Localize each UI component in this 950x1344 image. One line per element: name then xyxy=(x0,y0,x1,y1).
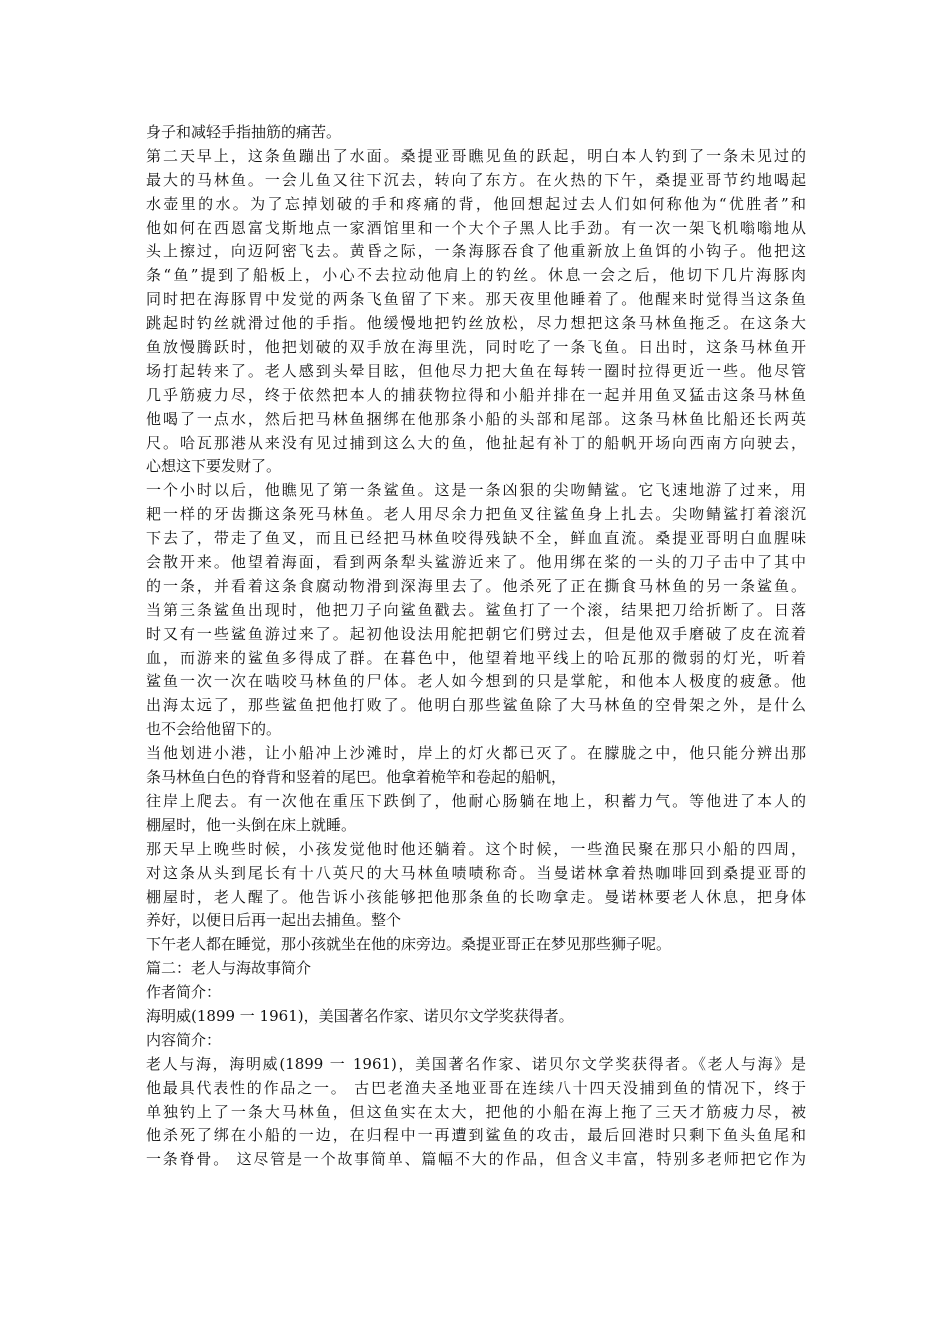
text-line: 出海太远了，那些鲨鱼把他打败了。他明白那些鲨鱼除了大马林鱼的空骨架之外，是什么 xyxy=(146,696,806,715)
text-line: 老人与海，海明威(1899 一 1961)，美国著名作家、诺贝尔文学奖获得者。《老人与海》是 xyxy=(146,1054,806,1073)
text-line: 对这条从头到尾长有十八英尺的大马林鱼啧啧称奇。当曼诺林拿着热咖啡回到桑提亚哥的 xyxy=(146,863,806,882)
text-line: 水壶里的水。为了忘掉划破的手和疼痛的背，他回想起过去人们如何称他为“优胜者”和 xyxy=(146,194,806,213)
text-line: 身子和减轻手指抽筋的痛苦。 xyxy=(146,123,342,141)
document-page xyxy=(146,121,806,1172)
text-line: 海明威(1899 一 1961)，美国著名作家、诺贝尔文学奖获得者。 xyxy=(146,1006,574,1025)
text-line: 鲨鱼一次一次在啮咬马林鱼的尸体。老人如今想到的只是掌舵，和他本人极度的疲惫。他 xyxy=(146,672,806,691)
text-line: 会散开来。他望着海面，看到两条犁头鲨游近来了。他用绑在桨的一头的刀子击中了其中 xyxy=(146,553,806,572)
text-line: 那天早上晚些时候，小孩发觉他时他还躺着。这个时候，一些渔民聚在那只小船的四周， xyxy=(146,839,806,858)
text-line: 一条脊骨。 这尽管是一个故事简单、篇幅不大的作品，但含义丰富，特别多老师把它作为 xyxy=(146,1150,806,1169)
text-line: 下去了，带走了鱼叉，而且已经把马林鱼咬得残缺不全，鲜血直流。桑提亚哥明白血腥味 xyxy=(146,529,806,548)
text-line: 时又有一些鲨鱼游过来了。起初他设法用舵把朝它们劈过去，但是他双手磨破了皮在流着 xyxy=(146,624,806,643)
text-line: 鱼放慢腾跃时，他把划破的双手放在海里洗，同时吃了一条飞鱼。日出时，这条马林鱼开 xyxy=(146,338,806,357)
text-line: 尺。哈瓦那港从来没有见过捕到这么大的鱼，他扯起有补丁的船帆开场向西南方向驶去， xyxy=(146,433,806,452)
text-line: 单独钓上了一条大马林鱼，但这鱼实在太大，把他的小船在海上拖了三天才筋疲力尽，被 xyxy=(146,1102,806,1121)
text-line: 也不会给他留下的。 xyxy=(146,720,282,739)
text-line: 他最具代表性的作品之一。 古巴老渔夫圣地亚哥在连续八十四天没捕到鱼的情况下，终于 xyxy=(146,1078,806,1097)
text-line: 当第三条鲨鱼出现时，他把刀子向鲨鱼戳去。鲨鱼打了一个滚，结果把刀给折断了。日落 xyxy=(146,600,806,619)
text-line: 条“鱼”提到了船板上，小心不去拉动他肩上的钓丝。休息一会之后，他切下几片海豚肉 xyxy=(146,266,806,285)
text-line: 同时把在海豚胃中发觉的两条飞鱼留了下来。那天夜里他睡着了。他醒来时觉得当这条鱼 xyxy=(146,290,806,309)
text-line: 篇二：老人与海故事简介 xyxy=(146,959,312,978)
text-line: 他喝了一点水，然后把马林鱼捆绑在他那条小船的头部和尾部。这条马林鱼比船还长两英 xyxy=(146,409,806,428)
text-line: 几乎筋疲力尽，终于依然把本人的捕获物拉得和小船并排在一起并用鱼叉猛击这条马林鱼 xyxy=(146,385,806,404)
text-line: 棚屋时，老人醒了。他告诉小孩能够把他那条鱼的长吻拿走。曼诺林要老人休息，把身体 xyxy=(146,887,806,906)
text-line: 第二天早上，这条鱼蹦出了水面。桑提亚哥瞧见鱼的跃起，明白本人钓到了一条未见过的 xyxy=(146,146,806,165)
text-line: 往岸上爬去。有一次他在重压下跌倒了，他耐心肠躺在地上，积蓄力气。等他进了本人的 xyxy=(146,791,806,810)
text-line: 他杀死了绑在小船的一边，在归程中一再遭到鲨鱼的攻击，最后回港时只剩下鱼头鱼尾和 xyxy=(146,1126,806,1145)
text-line: 心想这下要发财了。 xyxy=(146,457,282,476)
text-line: 当他划进小港，让小船冲上沙滩时，岸上的灯火都已灭了。在朦胧之中，他只能分辨出那 xyxy=(146,744,806,763)
text-line: 棚屋时，他一头倒在床上就睡。 xyxy=(146,815,357,834)
text-line: 的一条，并看着这条食腐动物滑到深海里去了。他杀死了正在撕食马林鱼的另一条鲨鱼。 xyxy=(146,576,806,595)
text-line: 养好，以便日后再一起出去捕鱼。整个 xyxy=(146,911,402,930)
text-line: 下午老人都在睡觉，那小孩就坐在他的床旁边。桑提亚哥正在梦见那些狮子呢。 xyxy=(146,935,672,954)
text-line: 场打起转来了。老人感到头晕目眩，但他尽力把大鱼在每转一圈时拉得更近一些。他尽管 xyxy=(146,361,806,380)
text-line: 他如何在西恩富戈斯地点一家酒馆里和一个大个子黑人比手劲。有一次一架飞机嗡嗡地从 xyxy=(146,218,806,237)
text-line: 条马林鱼白色的脊背和竖着的尾巴。他拿着桅竿和卷起的船帆， xyxy=(146,768,567,787)
text-line: 耙一样的牙齿撕这条死马林鱼。老人用尽余力把鱼叉往鲨鱼身上扎去。尖吻鲭鲨打着滚沉 xyxy=(146,505,806,524)
text-line: 血，而游来的鲨鱼多得成了群。在暮色中，他望着地平线上的哈瓦那的微弱的灯光，听着 xyxy=(146,648,806,667)
text-line: 最大的马林鱼。一会儿鱼又往下沉去，转向了东方。在火热的下午，桑提亚哥节约地喝起 xyxy=(146,170,806,189)
text-line: 作者简介： xyxy=(146,983,222,1002)
text-line: 一个小时以后，他瞧见了第一条鲨鱼。这是一条凶狠的尖吻鲭鲨。它飞速地游了过来，用 xyxy=(146,481,806,500)
text-line: 头上擦过，向迈阿密飞去。黄昏之际，一条海豚吞食了他重新放上鱼饵的小钩子。他把这 xyxy=(146,242,806,261)
text-line: 跳起时钓丝就滑过他的手指。他缓慢地把钓丝放松，尽力想把这条马林鱼拖乏。在这条大 xyxy=(146,314,806,333)
text-line: 内容简介： xyxy=(146,1030,222,1049)
